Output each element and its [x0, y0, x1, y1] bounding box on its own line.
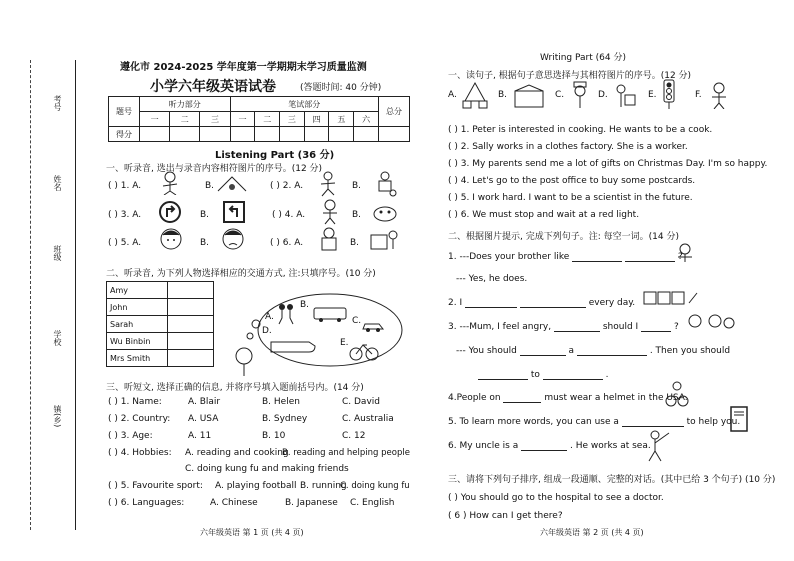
w2-q6-text-b: . He works at sea. [569, 441, 651, 451]
l3-q5-b: B. running [300, 481, 347, 491]
answer-blank[interactable] [503, 402, 541, 403]
l1-q5-b: B. [200, 238, 210, 248]
l1-q5-a: ( ) 5. A. [108, 238, 142, 248]
score-cell[interactable] [280, 127, 305, 142]
listening-header: 听力部分 [140, 97, 231, 112]
hiking-icon [370, 170, 400, 198]
w2-q5 [448, 417, 740, 427]
person-sarah: Sarah [107, 316, 168, 333]
w1-item-6: ( ) 6. We must stop and wait at a red light. [448, 210, 640, 220]
score-cell[interactable] [255, 127, 280, 142]
cook-icon [568, 80, 592, 110]
l3-q3-b: B. 10 [262, 431, 286, 441]
paint-icon [158, 170, 182, 196]
w1-label-f: F. [695, 90, 702, 100]
w1-item-2: ( ) 2. Sally works in a clothes factory. She is a worker. [448, 142, 688, 152]
score-cell[interactable] [379, 127, 410, 142]
transport-label-e: E. [340, 338, 349, 348]
turn-right-sign-icon [158, 200, 182, 224]
w2-q2 [448, 298, 635, 308]
answer-blank[interactable] [625, 261, 675, 262]
col-l2: 二 [170, 112, 200, 127]
answer-blank[interactable] [622, 426, 684, 427]
scientist-f-icon [706, 80, 732, 110]
score-table [108, 96, 410, 142]
answer-blank[interactable] [543, 379, 603, 380]
col-w4: 四 [304, 112, 329, 127]
w2-q3-text-h: . [605, 370, 609, 380]
person-mrs-smith: Mrs Smith [107, 350, 168, 367]
page2-footer: 六年级英语 第 2 页 (共 4 页) [540, 528, 644, 537]
christmas-gifts-icon [460, 80, 490, 110]
binding-line-2 [75, 60, 76, 530]
l1-q3-a: ( ) 3. A. [108, 210, 142, 220]
w2-q4 [448, 393, 688, 403]
transport-label-d: D. [262, 326, 272, 336]
answer-blank[interactable] [554, 331, 600, 332]
calendar-icon [642, 290, 700, 308]
col-w5: 五 [329, 112, 354, 127]
w2-q1-text: 1. ---Does your brother like [448, 252, 570, 262]
w1-title: 一、读句子, 根据句子意思选择与其相符图片的序号。(12 分) [448, 71, 692, 81]
col-w3: 三 [280, 112, 305, 127]
car-icon [360, 318, 386, 334]
worker-icon [610, 82, 638, 110]
l1-q2-a: ( ) 2. A. [270, 181, 304, 191]
col-w1: 一 [230, 112, 255, 127]
boy-icon [318, 198, 342, 226]
scientist-icon [316, 226, 342, 254]
col-w2: 二 [255, 112, 280, 127]
w1-item-4: ( ) 4. Let's go to the post office to buy some postcards. [448, 176, 696, 186]
l1-q1-a: ( ) 1. A. [108, 181, 142, 191]
exam-time: (答题时间: 40 分钟) [300, 83, 382, 93]
l1-q4-b: B. [352, 210, 362, 220]
answer-blank[interactable] [577, 355, 647, 356]
transport-label-b: B. [300, 300, 310, 310]
l3-q4-c: C. doing kung fu and making friends [185, 464, 349, 474]
l1-q6-a: ( ) 6. A. [270, 238, 304, 248]
score-label: 得分 [109, 127, 140, 142]
transport-label-c: C. [352, 316, 362, 326]
fisherman-icon [640, 428, 674, 464]
question-no-header: 题号 [109, 97, 140, 127]
dictionary-icon [728, 405, 750, 433]
w2-q3-text-f: . Then you should [649, 346, 731, 356]
answer-blank[interactable] [572, 261, 622, 262]
w1-label-d: D. [598, 90, 608, 100]
traffic-light-icon [660, 78, 678, 110]
w1-label-b: B. [498, 90, 508, 100]
post-office-icon [512, 82, 546, 110]
class-label: 班级 [53, 245, 62, 261]
w1-item-3: ( ) 3. My parents send me a lot of gifts on Christmas Day. I'm so happy. [448, 159, 768, 169]
dog-icon [370, 200, 400, 224]
score-cell[interactable] [329, 127, 354, 142]
soccer-icon [315, 170, 341, 198]
w3-item-1: ( ) You should go to the hospital to see a doctor. [448, 493, 664, 503]
l3-q4-a: A. reading and cooking [185, 448, 289, 458]
l1-title: 一、听录音, 选出与录音内容相符图片的序号。(12 分) [106, 164, 323, 174]
l1-q2-b: B. [352, 181, 362, 191]
listening-title: Listening Part (36 分) [215, 150, 335, 161]
l3-q4: ( ) 4. Hobbies: [108, 448, 172, 458]
transport-label-a: A. [265, 312, 274, 322]
l3-q4-b: B. reading and helping people [282, 448, 410, 458]
w1-label-e: E. [648, 90, 657, 100]
shopping-icon [368, 226, 402, 254]
w1-label-a: A. [448, 90, 457, 100]
writing-header: 笔试部分 [230, 97, 378, 112]
l3-q6-c: C. English [350, 498, 395, 508]
school-label: 学校 [53, 330, 62, 346]
col-w6: 六 [354, 112, 379, 127]
w1-item-1: ( ) 1. Peter is interested in cooking. He wants to be a cook. [448, 125, 713, 135]
w2-q4-text-a: 4.People on [448, 393, 501, 403]
town-label: 镇(乡) [53, 405, 62, 428]
w2-q3-text-g: to [530, 370, 540, 380]
answer-cell[interactable] [168, 316, 214, 333]
w2-q3 [448, 322, 679, 332]
bicycle-icon [348, 340, 380, 362]
boy-cooking-icon [674, 242, 696, 268]
l3-q1: ( ) 1. Name: [108, 397, 162, 407]
binding-line [30, 60, 31, 530]
answer-blank[interactable] [520, 307, 586, 308]
answer-blank[interactable] [520, 355, 566, 356]
exam-subtitle: 小学六年级英语试卷 [150, 79, 276, 95]
score-cell[interactable] [304, 127, 329, 142]
l3-title: 三、听短文, 选择正确的信息, 并将序号填入题前括号内。(14 分) [106, 383, 364, 393]
w2-q3-text-d: --- You should [456, 346, 517, 356]
turn-left-sign-icon [222, 200, 246, 224]
w2-q3-text-e: a [568, 346, 575, 356]
l3-q1-b: B. Helen [262, 397, 300, 407]
answer-blank[interactable] [478, 379, 528, 380]
answer-cell[interactable] [168, 333, 214, 350]
l3-q3-c: C. 12 [342, 431, 366, 441]
l3-q5: ( ) 5. Favourite sport: [108, 481, 203, 491]
l1-q3-b: B. [200, 210, 210, 220]
l3-q1-c: C. David [342, 397, 380, 407]
l3-q2: ( ) 2. Country: [108, 414, 171, 424]
w1-item-5: ( ) 5. I work hard. I want to be a scientist in the future. [448, 193, 693, 203]
page1-footer: 六年级英语 第 1 页 (共 4 页) [200, 528, 304, 537]
answer-cell[interactable] [168, 299, 214, 316]
walking-icon [275, 302, 297, 326]
cyclist-icon [664, 380, 690, 408]
l3-q2-b: B. Sydney [262, 414, 308, 424]
person-john: John [107, 299, 168, 316]
w2-q5-text-a: 5. To learn more words, you can use a [448, 417, 619, 427]
l3-q6: ( ) 6. Languages: [108, 498, 185, 508]
w2-q1 [448, 252, 683, 262]
person-wu-binbin: Wu Binbin [107, 333, 168, 350]
answer-blank[interactable] [465, 307, 517, 308]
w2-q3-text-c: ? [673, 322, 679, 332]
l3-q5-a: A. playing football [215, 481, 297, 491]
l3-q2-c: C. Australia [342, 414, 394, 424]
skate-icon [215, 172, 249, 196]
l1-q1-b: B. [205, 181, 215, 191]
transport-table [106, 281, 214, 367]
answer-blank[interactable] [641, 331, 671, 332]
w2-title: 二、根据图片提示, 完成下列句子。注: 每空一词。(14 分) [448, 232, 679, 242]
writing-title: Writing Part (64 分) [540, 53, 626, 63]
exam-no-label: 考号 [53, 95, 62, 111]
w1-label-c: C. [555, 90, 565, 100]
exam-title: 遵化市 2024-2025 学年度第一学期期末学习质量监测 [120, 62, 367, 73]
answer-cell[interactable] [168, 350, 214, 367]
w2-q1-answer: --- Yes, he does. [456, 274, 528, 284]
score-cell[interactable] [140, 127, 170, 142]
l1-q4-a: ( ) 4. A. [272, 210, 306, 220]
w2-q6 [448, 441, 651, 451]
w2-q4-text-b: must wear a helmet in the USA. [544, 393, 688, 403]
train-icon [268, 338, 318, 356]
w2-q6-text-a: 6. My uncle is a [448, 441, 519, 451]
angry-face-icon [220, 226, 246, 254]
l3-q1-a: A. Blair [188, 397, 221, 407]
answer-cell[interactable] [168, 282, 214, 299]
bus-icon [312, 306, 348, 324]
l3-q5-c: C. doing kung fu [340, 481, 410, 491]
l3-q3: ( ) 3. Age: [108, 431, 153, 441]
mum-and-child-icon [682, 312, 738, 338]
score-cell[interactable] [354, 127, 379, 142]
person-amy: Amy [107, 282, 168, 299]
w2-q3-line2 [456, 346, 730, 356]
col-l3: 三 [200, 112, 230, 127]
boy-face-icon [158, 226, 184, 254]
l3-q6-b: B. Japanese [285, 498, 338, 508]
w2-q5-text-b: to help you. [686, 417, 741, 427]
l1-q6-b: B. [350, 238, 360, 248]
score-cell[interactable] [170, 127, 200, 142]
col-l1: 一 [140, 112, 170, 127]
w2-q2-text-b: every day. [588, 298, 636, 308]
l2-title: 二、听录音, 为下列人物选择相应的交通方式, 注:只填序号。(10 分) [106, 269, 376, 279]
total-header: 总分 [379, 97, 410, 127]
w2-q3-text-a: 3. ---Mum, I feel angry, [448, 322, 552, 332]
w3-item-2: ( 6 ) How can I get there? [448, 511, 563, 521]
name-label: 姓名 [53, 175, 62, 191]
answer-blank[interactable] [521, 450, 567, 451]
w2-q3-text-b: should I [602, 322, 639, 332]
w3-title: 三、请将下列句子排序, 组成一段通顺、完整的对话。(其中已给 3 个句子) (10 分) [448, 475, 776, 485]
l3-q2-a: A. USA [188, 414, 219, 424]
score-cell[interactable] [230, 127, 255, 142]
score-cell[interactable] [200, 127, 230, 142]
w2-q3-line3 [478, 370, 609, 380]
l3-q6-a: A. Chinese [210, 498, 258, 508]
w2-q2-text-a: 2. I [448, 298, 463, 308]
l3-q3-a: A. 11 [188, 431, 212, 441]
